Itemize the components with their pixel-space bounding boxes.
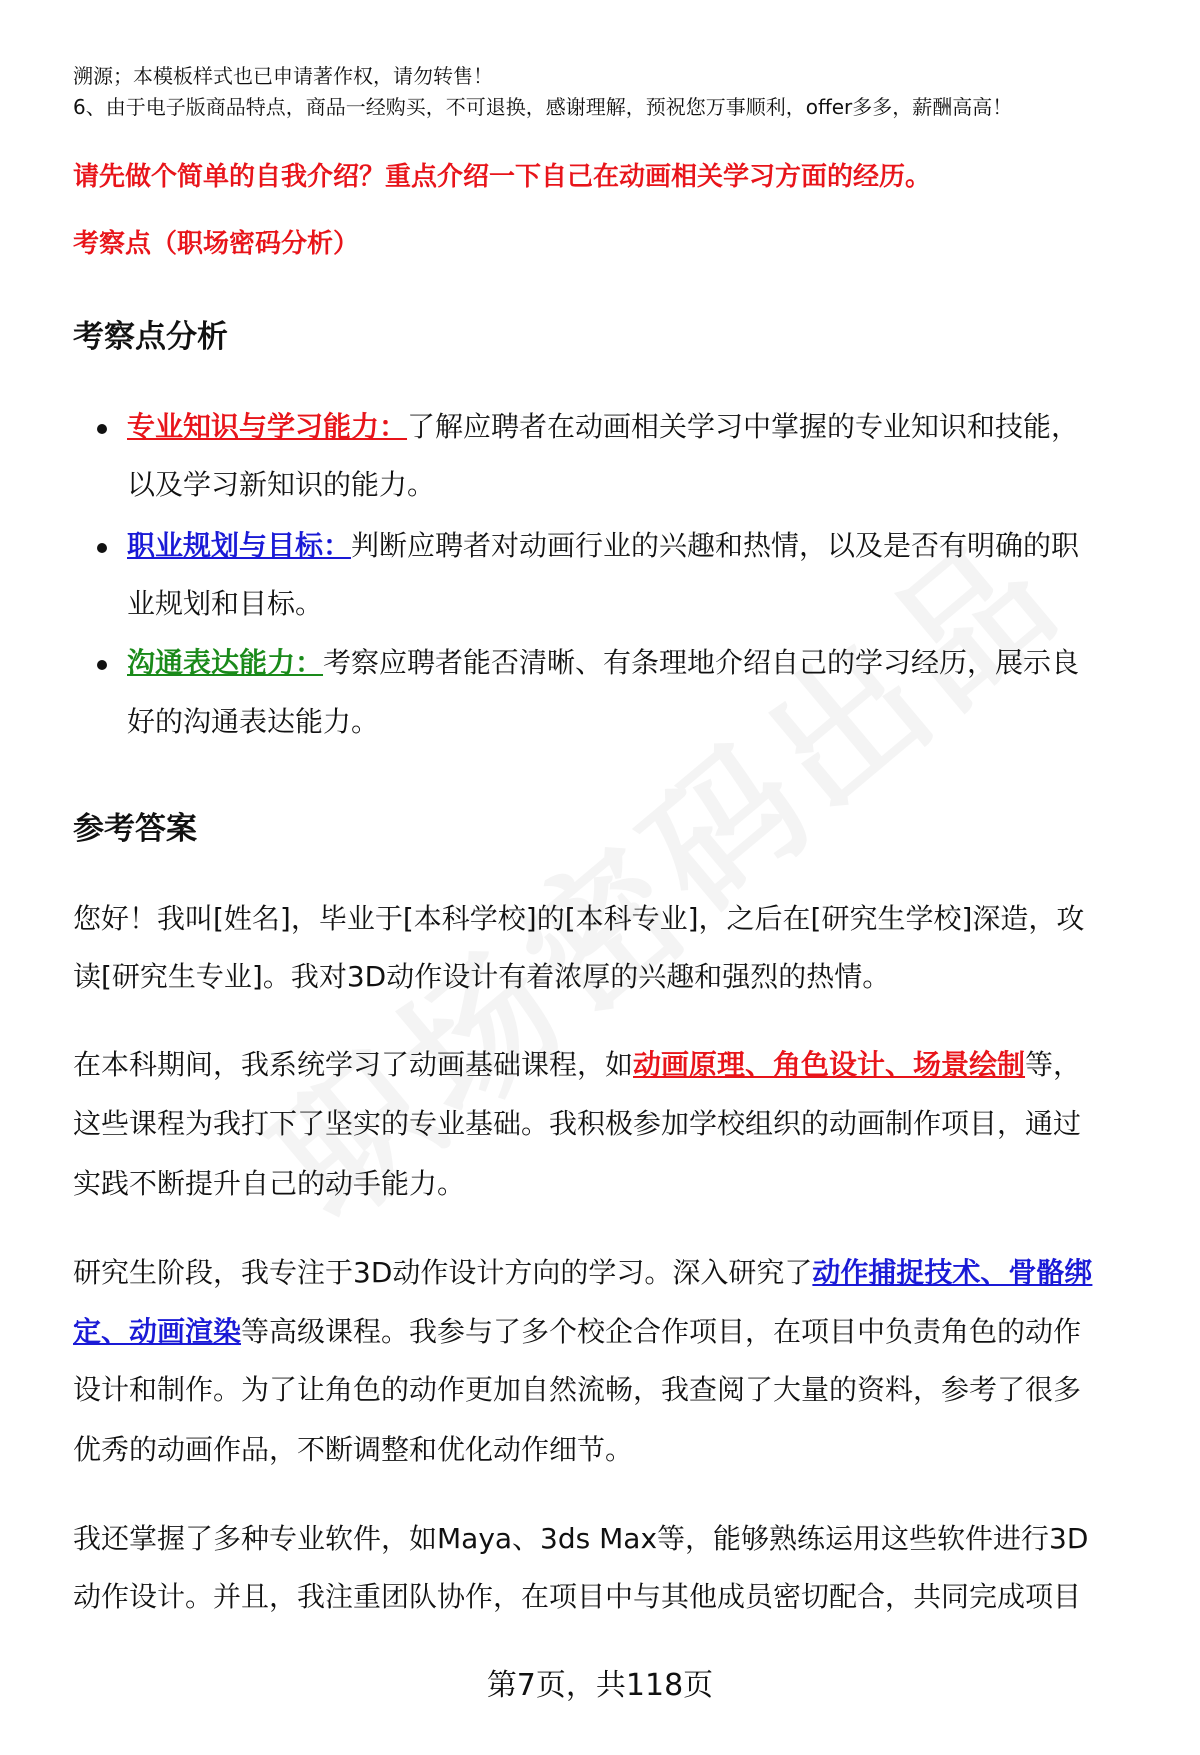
- answer-line: 读[研究生专业]。我对3D动作设计有着浓厚的兴趣和强烈的热情。: [73, 960, 891, 993]
- answer-line: 我还掌握了多种专业软件，如Maya、3ds Max等，能够熟练运用这些软件进行3D: [73, 1522, 1089, 1555]
- analysis-item: [127, 643, 1079, 683]
- answer-line: 优秀的动画作品，不断调整和优化动作细节。: [73, 1433, 634, 1466]
- analysis-heading: 考察点分析: [73, 319, 228, 355]
- bullet-icon: [97, 424, 107, 434]
- answer-line: 设计和制作。为了让角色的动作更加自然流畅，我查阅了大量的资料，参考了很多: [73, 1373, 1082, 1406]
- analysis-label: 沟通表达能力：: [127, 646, 324, 679]
- answer-line: 您好！我叫[姓名]，毕业于[本科学校]的[本科专业]，之后在[研究生学校]深造，攻: [73, 902, 1085, 935]
- analysis-text: 判断应聘者对动画行业的兴趣和热情，以及是否有明确的职: [351, 529, 1080, 562]
- notice-line: 6、由于电子版商品特点，商品一经购买，不可退换，感谢理解，预祝您万事顺利，offer多多，薪酬高高！: [73, 95, 1013, 119]
- analysis-text: 考察应聘者能否清晰、有条理地介绍自己的学习经历，展示良: [323, 646, 1080, 679]
- analysis-text: 好的沟通表达能力。: [127, 705, 380, 738]
- analysis-text: 了解应聘者在动画相关学习中掌握的专业知识和技能，: [407, 410, 1080, 443]
- answer-text: 等高级课程。我参与了多个校企合作项目，在项目中负责角色的动作: [241, 1315, 1082, 1348]
- highlight-text: 动作捕捉技术、骨骼绑: [812, 1256, 1093, 1289]
- answer-line: 动作设计。并且，我注重团队协作，在项目中与其他成员密切配合，共同完成项目: [73, 1580, 1082, 1613]
- notice-line: 溯源；本模板样式也已申请著作权，请勿转售！: [73, 64, 493, 88]
- analysis-text: 业规划和目标。: [127, 587, 324, 620]
- answer-text: 研究生阶段，我专注于3D动作设计方向的学习。深入研究了: [73, 1256, 813, 1289]
- answer-line: [73, 1312, 1081, 1352]
- answer-text: 在本科期间，我系统学习了动画基础课程，如: [73, 1048, 634, 1081]
- answer-line: [73, 1253, 1092, 1293]
- interview-question: 请先做个简单的自我介绍？重点介绍一下自己在动画相关学习方面的经历。: [73, 162, 932, 192]
- answer-line: 实践不断提升自己的动手能力。: [73, 1167, 466, 1200]
- bullet-icon: [97, 660, 107, 670]
- answer-line: 这些课程为我打下了坚实的专业基础。我积极参加学校组织的动画制作项目，通过: [73, 1107, 1082, 1140]
- answer-line: [73, 1045, 1081, 1085]
- analysis-label: 职业规划与目标：: [127, 529, 352, 562]
- section-subtitle: 考察点（职场密码分析）: [73, 229, 360, 259]
- bullet-icon: [97, 543, 107, 553]
- page-number: 第7页，共118页: [486, 1668, 714, 1703]
- answer-text: 等，: [1025, 1048, 1082, 1081]
- analysis-item: [127, 407, 1079, 447]
- answer-heading: 参考答案: [73, 811, 197, 847]
- analysis-text: 以及学习新知识的能力。: [127, 468, 436, 501]
- analysis-item: [127, 526, 1079, 566]
- analysis-label: 专业知识与学习能力：: [127, 410, 408, 443]
- highlight-text: 动画原理、角色设计、场景绘制: [633, 1048, 1026, 1081]
- highlight-text: 定、动画渲染: [73, 1315, 242, 1348]
